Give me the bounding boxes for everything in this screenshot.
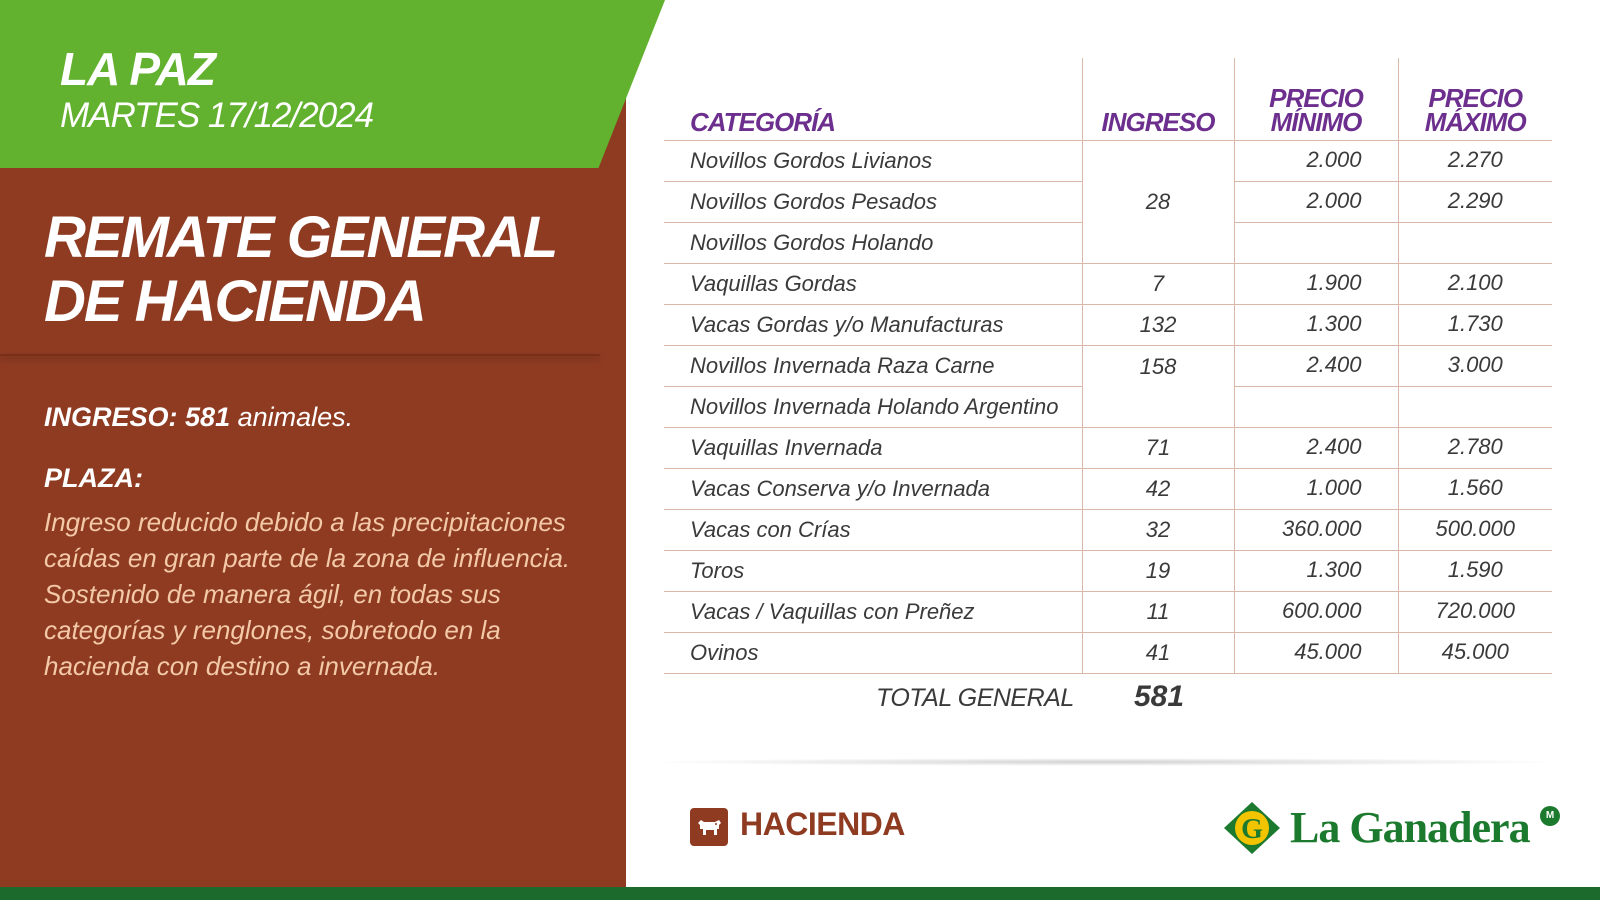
row-categoria: Vacas / Vaquillas con Preñez xyxy=(664,591,1082,632)
row-ingreso: 7 xyxy=(1082,263,1234,304)
plaza-text xyxy=(44,504,574,684)
ingreso-unit: animales. xyxy=(237,402,354,432)
row-precio-min: 2.000 xyxy=(1234,140,1398,181)
auction-date: MARTES 17/12/2024 xyxy=(60,96,374,135)
row-precio-max: 45.000 xyxy=(1398,632,1552,673)
table-row xyxy=(664,632,1552,673)
table-row xyxy=(664,345,1552,386)
page-title-line2: DE HACIENDA xyxy=(44,269,425,334)
row-categoria: Novillos Gordos Pesados xyxy=(664,181,1082,222)
row-precio-max: 500.000 xyxy=(1398,509,1552,550)
plaza-paragraph-2: Sostenido de manera ágil, en todas sus categorías y renglones, sobretodo en la hacienda con destino a invernada. xyxy=(44,579,501,681)
row-ingreso: 19 xyxy=(1082,550,1234,591)
row-categoria: Toros xyxy=(664,550,1082,591)
header-precio-maximo-line1: PRECIO xyxy=(1428,82,1523,113)
table-row xyxy=(664,591,1552,632)
bottom-bar xyxy=(0,887,1600,900)
page-title-line1: REMATE GENERAL xyxy=(44,205,557,270)
row-precio-min: 1.300 xyxy=(1234,550,1398,591)
total-label: TOTAL GENERAL xyxy=(876,684,1074,712)
row-ingreso: 42 xyxy=(1082,468,1234,509)
price-table xyxy=(664,58,1552,674)
plaza-label: PLAZA: xyxy=(44,463,143,493)
table-row xyxy=(664,263,1552,304)
brand-name: La Ganadera xyxy=(1290,803,1530,852)
page-title xyxy=(44,206,604,334)
total-value: 581 xyxy=(1134,680,1185,713)
row-precio-min: 600.000 xyxy=(1234,591,1398,632)
row-precio-max: 1.730 xyxy=(1398,304,1552,345)
row-ingreso: 132 xyxy=(1082,304,1234,345)
header-precio-minimo-line2: MÍNIMO xyxy=(1270,106,1362,137)
row-precio-min: 2.400 xyxy=(1234,345,1398,386)
header-precio-minimo-line1: PRECIO xyxy=(1269,82,1363,113)
header-precio-maximo xyxy=(1398,58,1552,140)
row-ingreso: 28 xyxy=(1082,140,1234,263)
row-precio-max: 2.270 xyxy=(1398,140,1552,181)
row-categoria: Novillos Invernada Holando Argentino xyxy=(664,386,1082,427)
table-row xyxy=(664,140,1552,181)
row-categoria: Novillos Invernada Raza Carne xyxy=(664,345,1082,386)
row-ingreso: 41 xyxy=(1082,632,1234,673)
row-precio-min xyxy=(1234,222,1398,263)
row-precio-min: 45.000 xyxy=(1234,632,1398,673)
table-row xyxy=(664,427,1552,468)
table-shadow xyxy=(640,758,1570,766)
title-divider xyxy=(0,354,600,356)
row-precio-min: 1.900 xyxy=(1234,263,1398,304)
row-precio-max: 2.100 xyxy=(1398,263,1552,304)
table-row xyxy=(664,304,1552,345)
row-precio-min: 2.400 xyxy=(1234,427,1398,468)
location-title: LA PAZ xyxy=(60,43,215,95)
row-categoria: Vacas Conserva y/o Invernada xyxy=(664,468,1082,509)
total-row xyxy=(664,680,1552,720)
row-precio-max: 2.780 xyxy=(1398,427,1552,468)
table-row xyxy=(664,468,1552,509)
brand-registered-mark: M xyxy=(1540,806,1560,826)
table-row xyxy=(664,550,1552,591)
row-categoria: Vaquillas Gordas xyxy=(664,263,1082,304)
header-ingreso: INGRESO xyxy=(1082,58,1234,140)
header-precio-minimo xyxy=(1234,58,1398,140)
ingreso-value: 581 xyxy=(185,402,231,432)
section-label: HACIENDA xyxy=(740,806,905,842)
row-precio-min: 1.300 xyxy=(1234,304,1398,345)
row-ingreso: 158 xyxy=(1082,345,1234,427)
row-categoria: Vacas Gordas y/o Manufacturas xyxy=(664,304,1082,345)
table-row xyxy=(664,509,1552,550)
row-ingreso: 11 xyxy=(1082,591,1234,632)
row-precio-max: 720.000 xyxy=(1398,591,1552,632)
ingreso-label: INGRESO: xyxy=(44,402,178,432)
plaza-paragraph-1: Ingreso reducido debido a las precipitaciones caídas en gran parte de la zona de influencia. xyxy=(44,507,571,573)
row-precio-min: 2.000 xyxy=(1234,181,1398,222)
row-precio-max xyxy=(1398,222,1552,263)
row-precio-max: 2.290 xyxy=(1398,181,1552,222)
table-header-row xyxy=(664,58,1552,140)
row-precio-max: 1.560 xyxy=(1398,468,1552,509)
header-categoria: CATEGORÍA xyxy=(664,58,1082,140)
row-precio-min: 360.000 xyxy=(1234,509,1398,550)
row-ingreso: 32 xyxy=(1082,509,1234,550)
row-precio-max: 3.000 xyxy=(1398,345,1552,386)
cow-icon xyxy=(690,808,728,846)
la-ganadera-logo xyxy=(1222,800,1282,856)
row-categoria: Novillos Gordos Holando xyxy=(664,222,1082,263)
brand-logo-letter: G xyxy=(1241,814,1263,845)
row-categoria: Vacas con Crías xyxy=(664,509,1082,550)
row-precio-max: 1.590 xyxy=(1398,550,1552,591)
row-ingreso: 71 xyxy=(1082,427,1234,468)
row-precio-min xyxy=(1234,386,1398,427)
header-precio-maximo-line2: MÁXIMO xyxy=(1424,106,1526,137)
row-precio-min: 1.000 xyxy=(1234,468,1398,509)
row-categoria: Ovinos xyxy=(664,632,1082,673)
ingreso-summary xyxy=(44,402,353,433)
row-categoria: Vaquillas Invernada xyxy=(664,427,1082,468)
row-categoria: Novillos Gordos Livianos xyxy=(664,140,1082,181)
row-precio-max xyxy=(1398,386,1552,427)
